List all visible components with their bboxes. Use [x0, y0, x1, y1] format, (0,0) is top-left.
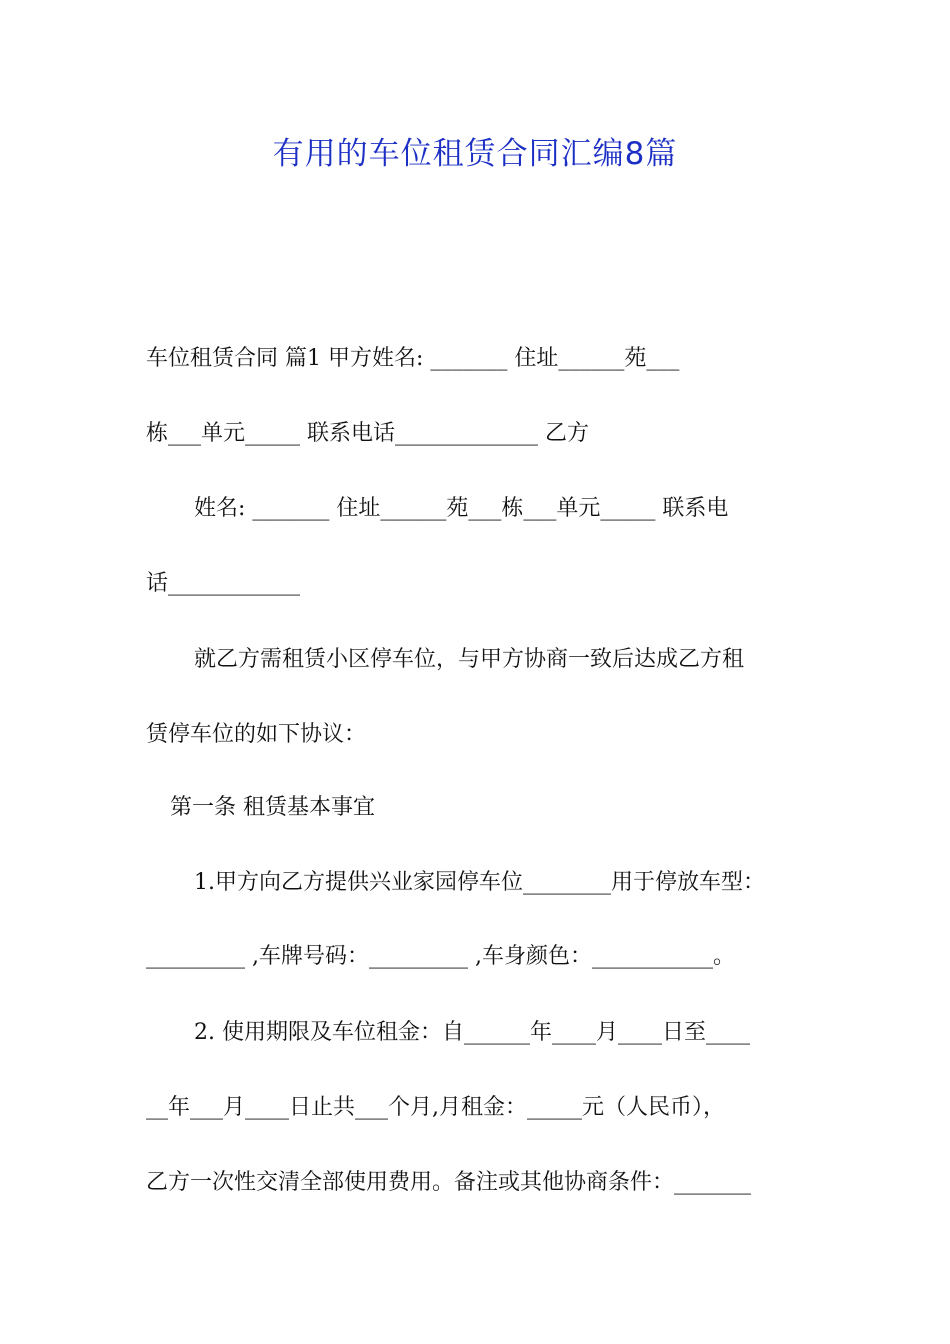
clause-2: 2. 使用期限及车位租金：自______年____月____日至____: [194, 1020, 750, 1045]
clause-1-cont: _________ ,车牌号码：_________ ,车身颜色：___________。: [146, 944, 735, 969]
contract-line-party-b-phone: 话____________: [146, 571, 301, 596]
clause-2-cont: __年___月____日止共___个月,月租金：_____元（人民币），: [146, 1095, 725, 1120]
contract-line-party-a: 车位租赁合同 篇1 甲方姓名: _______ 住址______苑___: [146, 346, 680, 371]
contract-line-preamble-cont: 赁停车位的如下协议：: [146, 722, 367, 747]
clause-2-cont-2: 乙方一次性交清全部使用费用。备注或其他协商条件：_______: [146, 1170, 752, 1195]
contract-line-preamble: 就乙方需租赁小区停车位，与甲方协商一致后达成乙方租: [194, 647, 745, 672]
clause-1: 1.甲方向乙方提供兴业家园停车位________用于停放车型：: [194, 870, 765, 895]
article-heading: 第一条 租赁基本事宜: [170, 795, 375, 820]
contract-line-party-a-address: 栋___单元_____ 联系电话_____________ 乙方: [146, 421, 589, 446]
contract-line-party-b: 姓名: _______ 住址______苑___栋___单元_____ 联系电: [194, 496, 729, 521]
document-title: 有用的车位租赁合同汇编8篇: [272, 136, 678, 172]
